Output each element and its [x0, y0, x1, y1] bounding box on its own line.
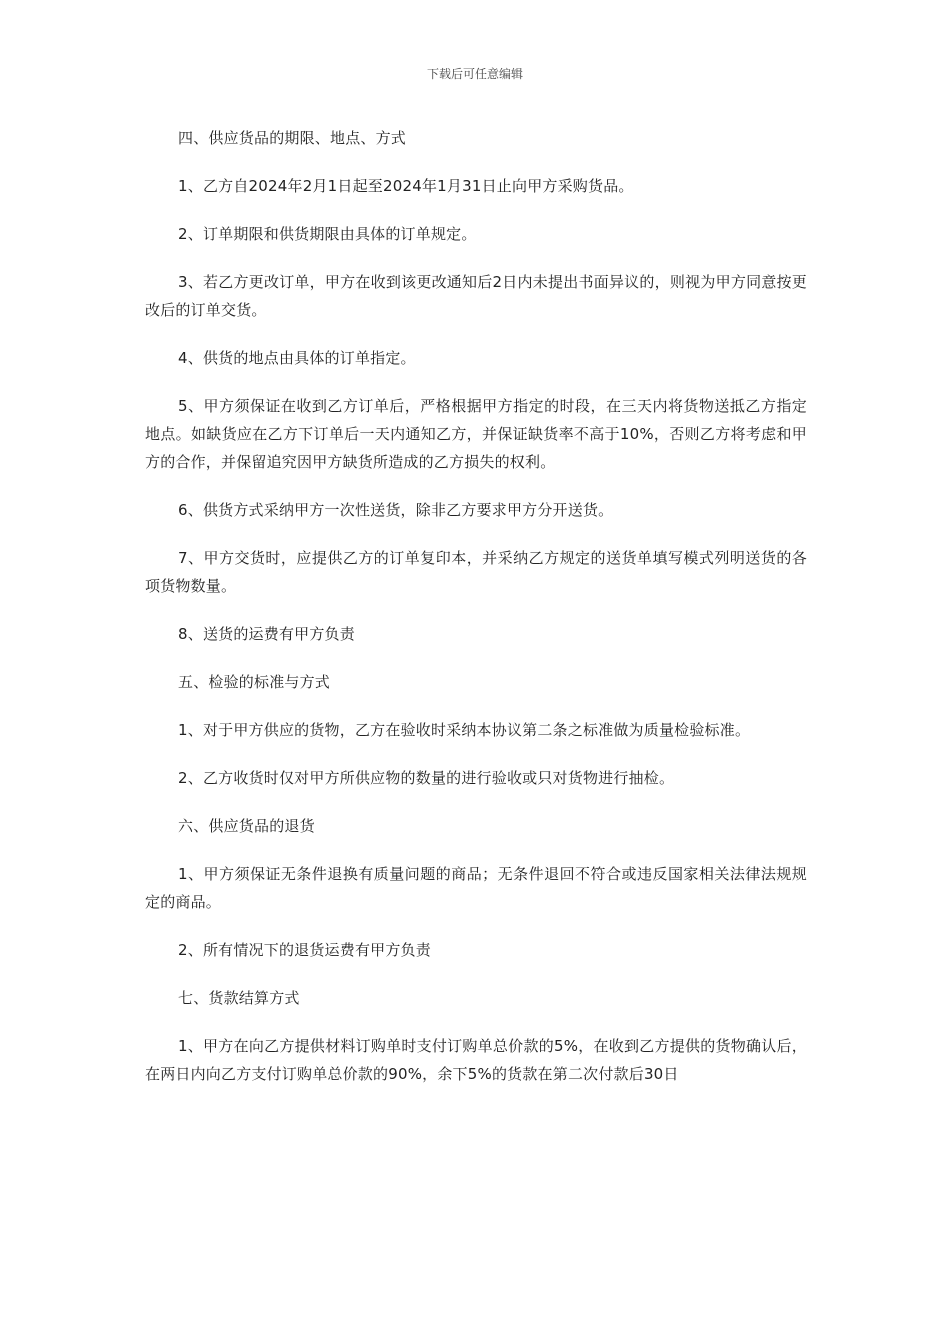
page-header-note: 下载后可任意编辑: [426, 67, 523, 81]
paragraph: 1、对于甲方供应的货物，乙方在验收时采纳本协议第二条之标准做为质量检验标准。: [178, 721, 751, 739]
paragraph: 8、送货的运费有甲方负责: [178, 625, 355, 643]
paragraph: 2、订单期限和供货期限由具体的订单规定。: [178, 225, 477, 243]
paragraph: 1、甲方在向乙方提供材料订购单时支付订购单总价款的5%，在收到乙方提供的货物确认后，在两日内向乙方支付订购单总价款的90%，余下5%的货款在第二次付款后30日: [145, 1037, 807, 1083]
paragraph: 5、甲方须保证在收到乙方订单后，严格根据甲方指定的时段，在三天内将货物送抵乙方指定地点。如缺货应在乙方下订单后一天内通知乙方，并保证缺货率不高于10%，否则乙方将考虑和甲方的合作，并保留追究因甲方缺货所造成的乙方损失的权利。: [145, 397, 807, 471]
section-heading-7: 七、货款结算方式: [178, 989, 300, 1007]
paragraph: 3、若乙方更改订单，甲方在收到该更改通知后2日内未提出书面异议的，则视为甲方同意按更改后的订单交货。: [145, 273, 807, 319]
paragraph: 7、甲方交货时，应提供乙方的订单复印本，并采纳乙方规定的送货单填写模式列明送货的各项货物数量。: [145, 549, 807, 595]
paragraph: 1、乙方自2024年2月1日起至2024年1月31日止向甲方采购货品。: [178, 177, 634, 195]
paragraph: 2、乙方收货时仅对甲方所供应物的数量的进行验收或只对货物进行抽检。: [178, 769, 675, 787]
section-heading-5: 五、检验的标准与方式: [178, 673, 331, 691]
section-heading-4: 四、供应货品的期限、地点、方式: [178, 129, 407, 147]
paragraph: 2、所有情况下的退货运费有甲方负责: [178, 941, 431, 959]
paragraph: 1、甲方须保证无条件退换有质量问题的商品；无条件退回不符合或违反国家相关法律法规规定的商品。: [145, 865, 807, 911]
document-body: [145, 124, 807, 1108]
paragraph: 6、供货方式采纳甲方一次性送货，除非乙方要求甲方分开送货。: [178, 501, 614, 519]
paragraph: 4、供货的地点由具体的订单指定。: [178, 349, 416, 367]
section-heading-6: 六、供应货品的退货: [178, 817, 315, 835]
